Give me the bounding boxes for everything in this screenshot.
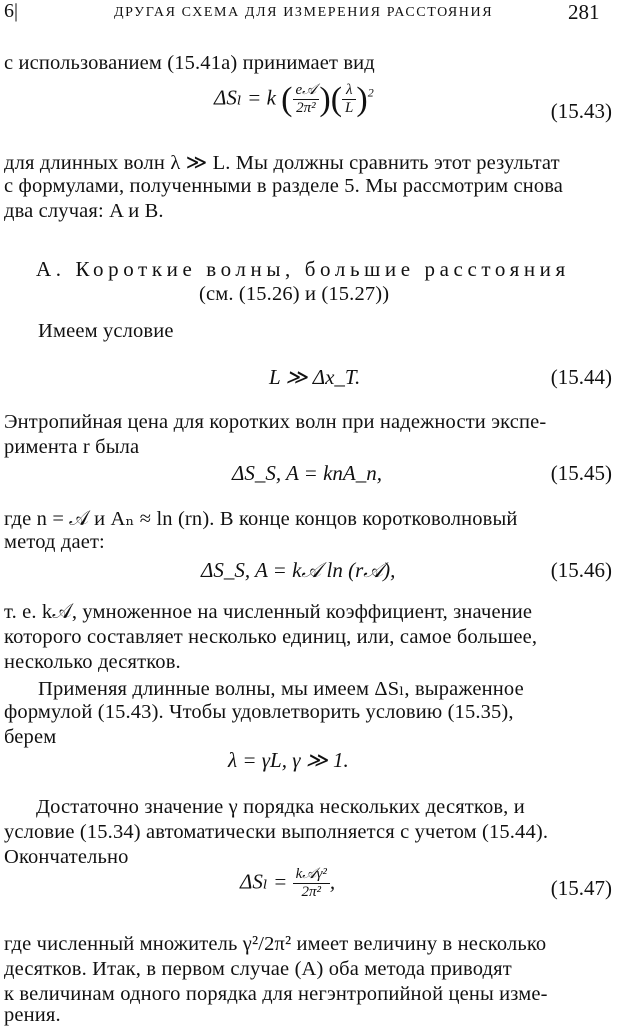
equation-number: (15.43) — [550, 99, 612, 123]
text-line: рения. — [4, 1004, 61, 1026]
section-number: 6| — [4, 0, 19, 22]
equation-15-45: ΔS_S, A = knA_n, — [232, 461, 382, 485]
equation-exponent: 2 — [367, 85, 374, 100]
equation-lhs: ΔSₗ = k — [214, 85, 276, 110]
text-line: с использованием (15.41а) принимает вид — [4, 52, 375, 74]
text-line: где численный множитель γ²/2π² имеет величину в несколько — [4, 933, 547, 955]
equation-15-46: ΔS_S, A = k𝒜 ln (r𝒜), — [201, 558, 396, 582]
text-line: несколько десятков. — [4, 651, 181, 673]
text-line: т. е. k𝒜, умноженное на численный коэффициент, значение — [4, 601, 533, 623]
equation-15-43 — [214, 82, 374, 118]
text-line: которого составляет несколько единиц, или, самое большее, — [4, 626, 538, 648]
equation-number: (15.46) — [550, 558, 612, 582]
paren-open: ( — [281, 80, 293, 118]
section-subheading: (см. (15.26) и (15.27)) — [199, 283, 390, 305]
text-line: римента r была — [4, 436, 140, 458]
text-line: два случая: A и B. — [4, 200, 164, 222]
equation-number: (15.47) — [550, 876, 612, 900]
equation-fraction: $\frac{\lambda}{L}$ — [342, 82, 356, 118]
text-line: условие (15.34) автоматически выполняется с учетом (15.44). — [4, 821, 549, 843]
equation-fraction: $\frac{\text{k𝒜γ²}}{\text{2π²}}$ — [293, 866, 330, 902]
text-line: где n = 𝒜 и Aₙ ≈ ln (rn). В конце концов коротковолновый — [4, 508, 518, 530]
running-header-title: ДРУГАЯ СХЕМА ДЛЯ ИЗМЕРЕНИЯ РАССТОЯНИЯ — [114, 5, 494, 20]
text-line: Энтропийная цена для коротких волн при надежности экспе- — [4, 411, 547, 433]
text-line: десятков. Итак, в первом случае (A) оба метода приводят — [4, 958, 512, 980]
paren-close: ) — [356, 80, 368, 118]
equation-comma: , — [329, 869, 336, 894]
text-line: Достаточно значение γ порядка нескольких десятков, и — [36, 796, 525, 818]
equation-number: (15.44) — [550, 365, 612, 389]
text-line: формулой (15.43). Чтобы удовлетворить условию (15.35), — [4, 701, 514, 723]
paren-close: ) — [319, 80, 331, 118]
equation-fraction: $\frac{\text{e𝒜}}{\text{2π²}}$ — [293, 82, 320, 118]
text-line: к величинам одного порядка для негэнтропийной цены изме- — [4, 983, 548, 1005]
page-number: 281 — [568, 0, 600, 24]
equation-15-44: L ≫ Δx_T. — [269, 365, 361, 389]
text-line: Применяя длинные волны, мы имеем ΔSₗ, выраженное — [38, 678, 524, 700]
text-line: для длинных волн λ ≫ L. Мы должны сравнить этот результат — [4, 152, 560, 174]
equation-lhs: ΔSₗ = — [240, 869, 288, 894]
text-line: берем — [4, 726, 57, 748]
paren-open: ( — [330, 80, 343, 118]
section-heading: А. Короткие волны, большие расстояния — [36, 257, 570, 281]
text-line: метод дает: — [4, 531, 105, 553]
equation-number: (15.45) — [550, 461, 612, 485]
text-line: с формулами, полученными в разделе 5. Мы рассмотрим снова — [4, 175, 564, 197]
equation-15-47 — [240, 866, 335, 902]
text-line: Имеем условие — [38, 320, 174, 342]
text-line: Окончательно — [4, 846, 129, 868]
equation-lambda: λ = γL, γ ≫ 1. — [228, 748, 349, 772]
